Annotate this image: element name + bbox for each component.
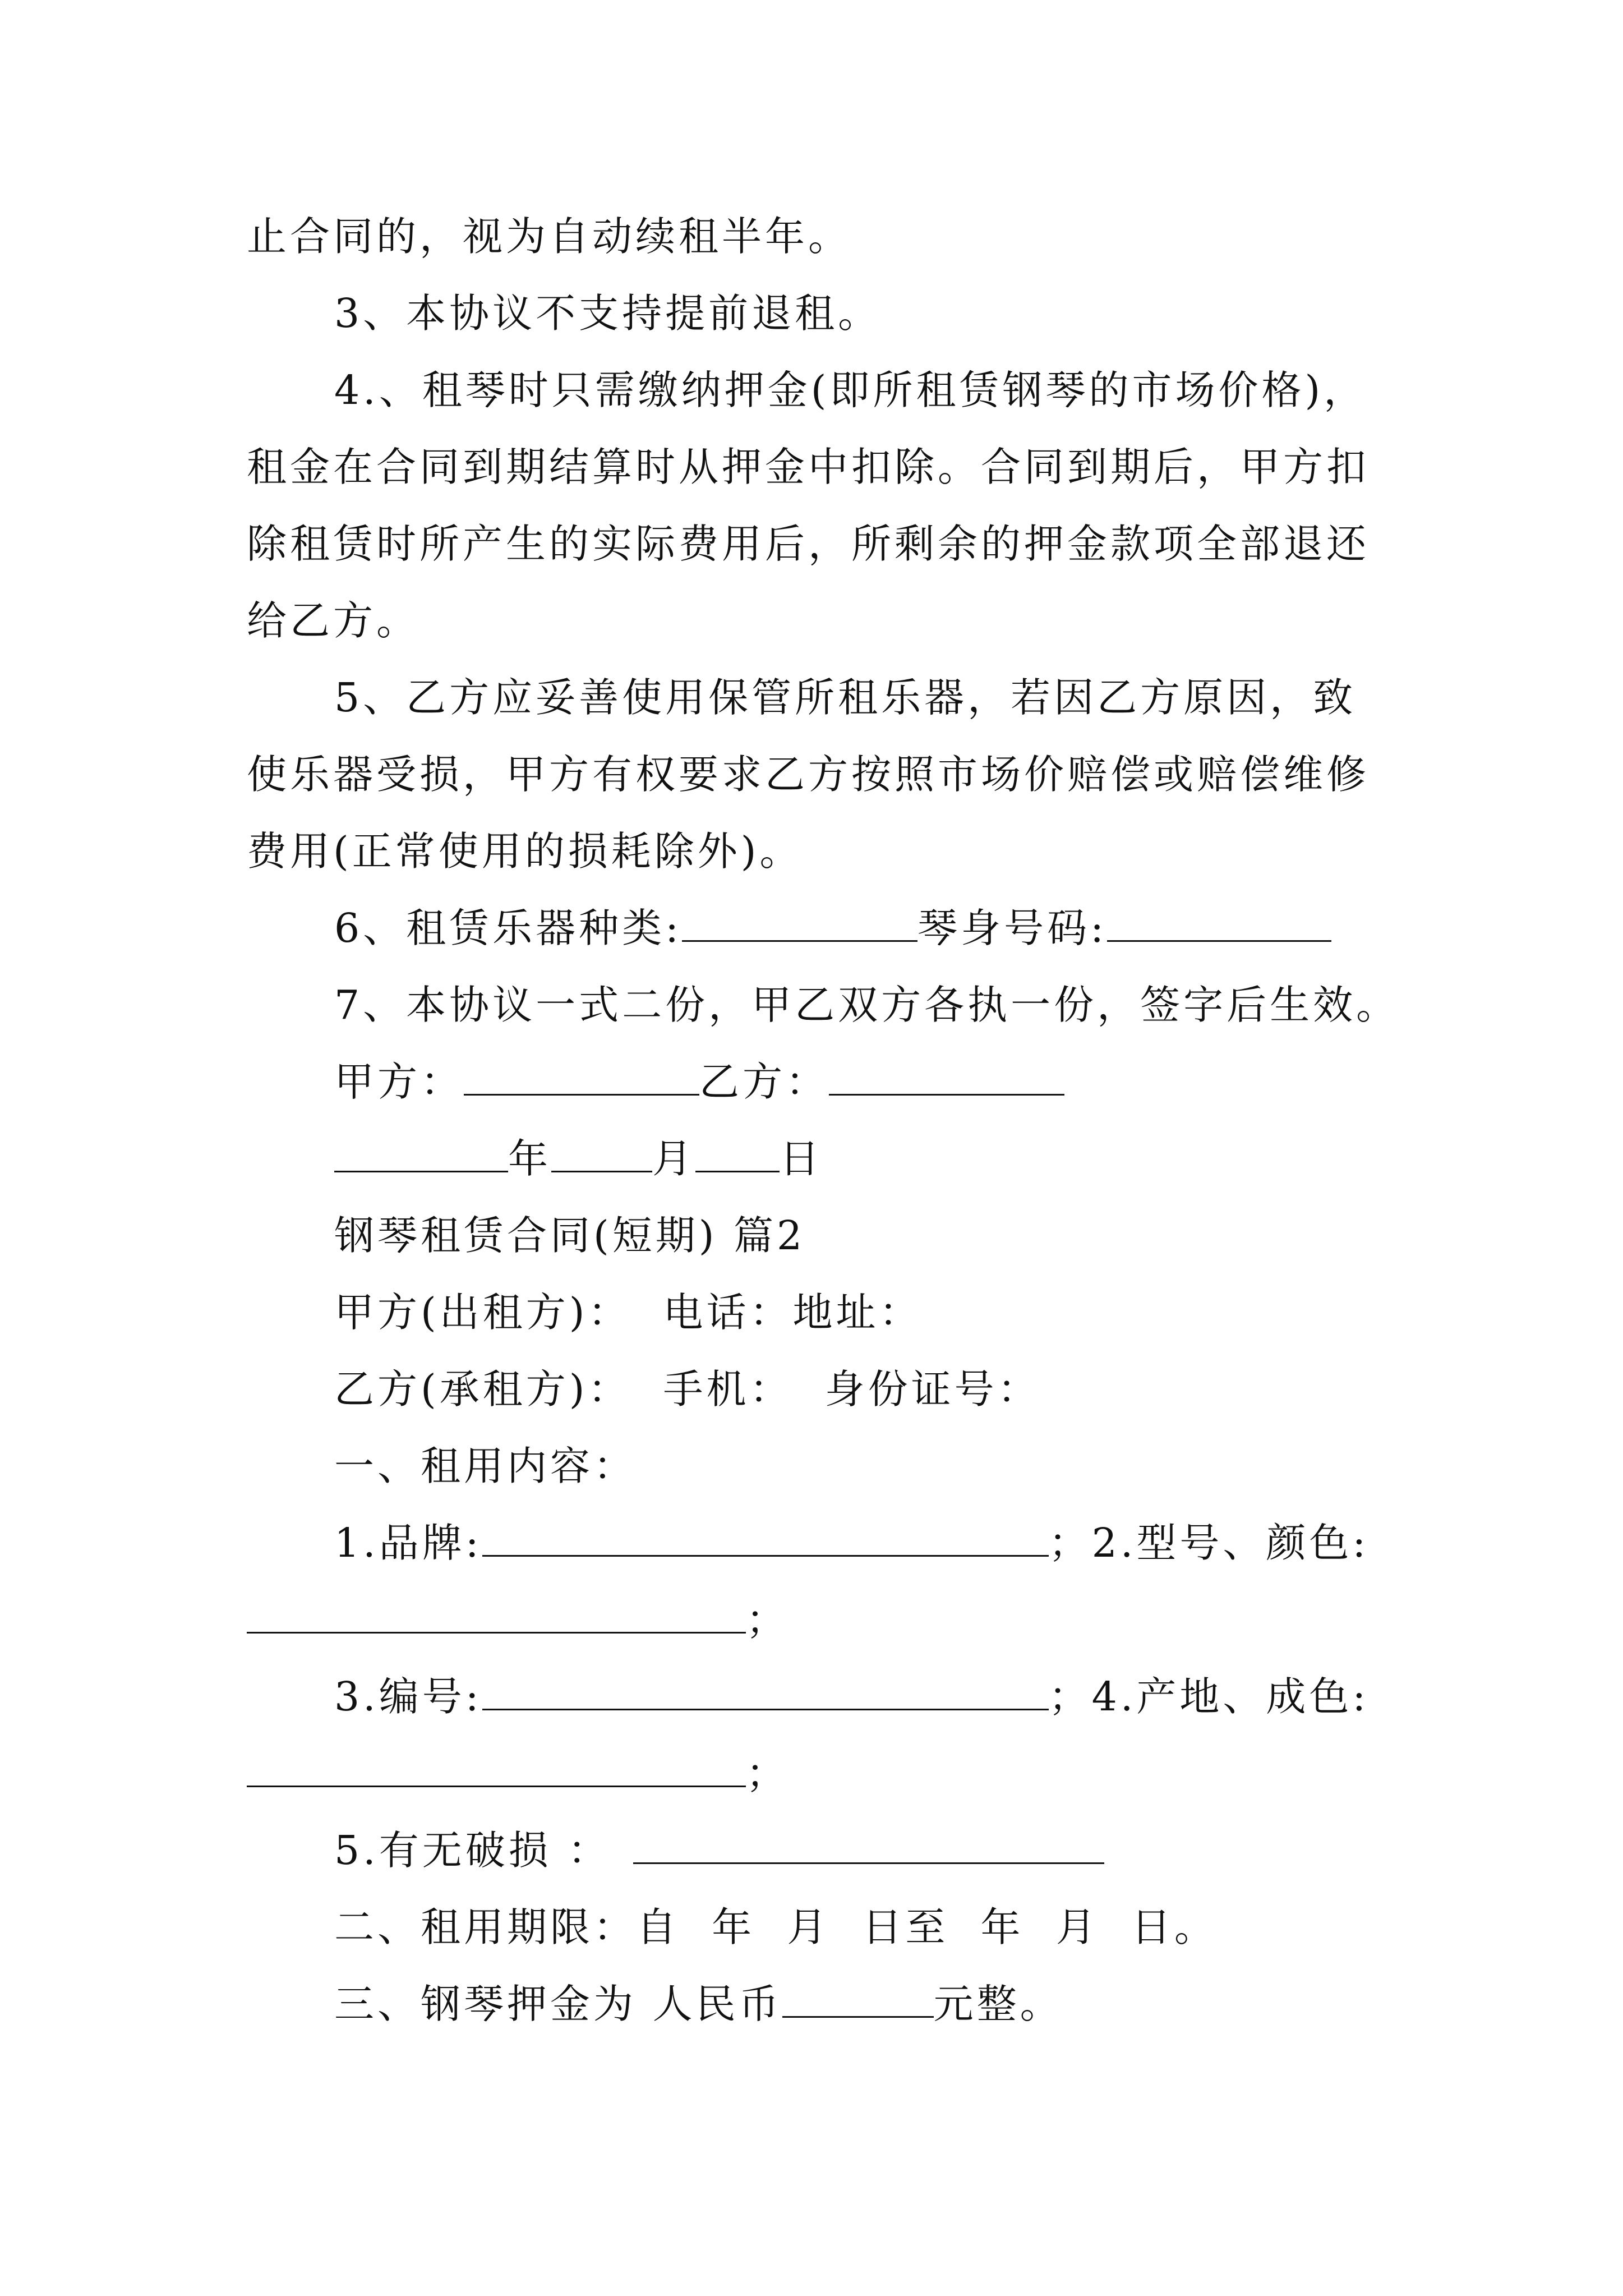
line-text: 7、本协议一式二份，甲乙双方各执一份，签字后生效。 bbox=[334, 982, 1400, 1028]
origin-condition-label: ；4.产地、成色: bbox=[1048, 1673, 1370, 1720]
rental-content-heading bbox=[334, 1438, 637, 1494]
brand-field[interactable] bbox=[482, 1516, 1049, 1557]
line-text: 租金在合同到期结算时从押金中扣除。合同到期后，甲方扣 bbox=[247, 444, 1370, 490]
clause-6 bbox=[334, 900, 1331, 956]
number-field[interactable] bbox=[482, 1669, 1049, 1710]
day-label: 日 bbox=[780, 1135, 823, 1182]
damage-field[interactable] bbox=[633, 1823, 1104, 1864]
party-a-label: 甲方： bbox=[334, 1059, 464, 1105]
origin-condition-line bbox=[247, 1746, 789, 1802]
number-line bbox=[334, 1669, 1369, 1725]
clause-4 bbox=[334, 362, 1367, 418]
line-text: 给乙方。 bbox=[247, 597, 420, 644]
serial-number-field[interactable] bbox=[1107, 901, 1331, 942]
line-text: 除租赁时所产生的实际费用后，所剩余的押金款项全部退还 bbox=[247, 521, 1370, 567]
deposit-amount-field[interactable] bbox=[782, 1977, 934, 2018]
heading-text: 钢琴租赁合同(短期) 篇2 bbox=[334, 1212, 806, 1259]
text-line bbox=[247, 516, 1370, 572]
party-a-info bbox=[334, 1285, 923, 1341]
line-text: ； bbox=[746, 1750, 790, 1797]
month-label: 月 bbox=[652, 1135, 696, 1182]
clause-3 bbox=[334, 286, 881, 342]
damage-line bbox=[334, 1823, 1104, 1879]
brand-label: 1.品牌: bbox=[334, 1520, 482, 1566]
party-b-signature-field[interactable] bbox=[829, 1055, 1064, 1096]
text-line bbox=[247, 209, 851, 265]
line-text: 甲方(出租方)： 电话：地址： bbox=[334, 1289, 923, 1336]
line-text: 二、租用期限：自 年 月 日至 年 月 日。 bbox=[334, 1904, 1218, 1950]
line-text: 5、乙方应妥善使用保管所租乐器，若因乙方原因，致 bbox=[334, 674, 1357, 721]
instrument-type-label: 6、租赁乐器种类: bbox=[334, 905, 683, 951]
deposit-label: 三、钢琴押金为 人民币 bbox=[334, 1981, 782, 2027]
text-line bbox=[247, 823, 803, 880]
line-text: 乙方(承租方)： 手机： 身份证号： bbox=[334, 1366, 1041, 1412]
month-field[interactable] bbox=[551, 1131, 652, 1172]
instrument-type-field[interactable] bbox=[682, 901, 917, 942]
line-text: 一、租用内容： bbox=[334, 1443, 637, 1489]
deposit-suffix: 元整。 bbox=[933, 1981, 1063, 2027]
origin-condition-field[interactable] bbox=[247, 1746, 746, 1787]
damage-label: 5.有无破损 ： bbox=[334, 1827, 611, 1874]
clause-7 bbox=[334, 977, 1399, 1033]
deposit-line bbox=[334, 1976, 1063, 2032]
model-color-label: ；2.型号、颜色: bbox=[1048, 1520, 1370, 1566]
line-text: 3、本协议不支持提前退租。 bbox=[334, 290, 882, 337]
serial-number-label: 琴身号码: bbox=[917, 905, 1108, 951]
rental-period-line bbox=[334, 1899, 1218, 1955]
signature-line bbox=[334, 1054, 1064, 1110]
text-line bbox=[247, 593, 419, 649]
year-label: 年 bbox=[508, 1135, 552, 1182]
clause-5 bbox=[334, 670, 1356, 726]
party-a-signature-field[interactable] bbox=[464, 1055, 699, 1096]
day-field[interactable] bbox=[695, 1131, 780, 1172]
section-heading bbox=[334, 1208, 805, 1264]
line-text: 止合同的，视为自动续租半年。 bbox=[247, 213, 852, 260]
text-line bbox=[247, 747, 1370, 803]
model-color-field[interactable] bbox=[247, 1593, 746, 1634]
text-line bbox=[247, 439, 1370, 495]
party-b-label: 乙方： bbox=[699, 1059, 829, 1105]
year-field[interactable] bbox=[334, 1131, 508, 1172]
party-b-info bbox=[334, 1361, 1041, 1418]
number-label: 3.编号: bbox=[334, 1673, 482, 1720]
line-text: 4.、租琴时只需缴纳押金(即所租赁钢琴的市场价格)， bbox=[334, 367, 1367, 413]
date-line bbox=[334, 1131, 823, 1187]
line-text: 费用(正常使用的损耗除外)。 bbox=[247, 828, 803, 875]
model-color-line bbox=[247, 1592, 789, 1648]
line-text: 使乐器受损，甲方有权要求乙方按照市场价赔偿或赔偿维修 bbox=[247, 751, 1370, 798]
line-text: ； bbox=[746, 1596, 790, 1643]
brand-line bbox=[334, 1515, 1369, 1571]
